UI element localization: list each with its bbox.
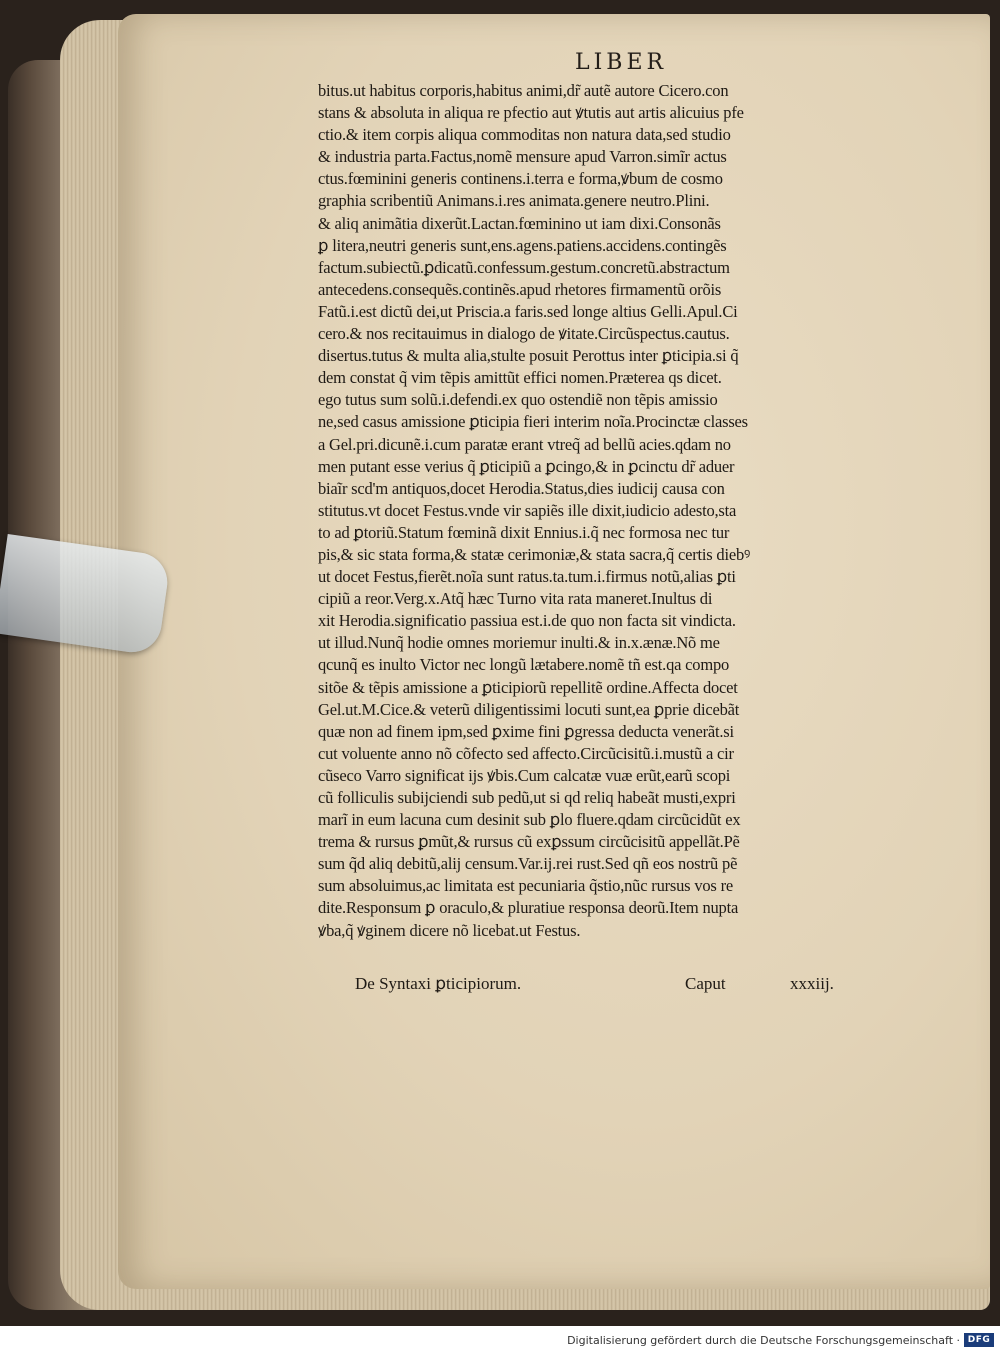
text-line: biaĩr scd'm antiquos,docet Herodia.Status,dies iudicij causa con — [318, 478, 725, 498]
text-line: graphia scribentiũ Animans.i.res animata.genere neutro.Plini. — [318, 191, 710, 211]
text-line: & industria parta.Factus,nomẽ mensure apud Varron.simĩr actus — [318, 147, 727, 167]
text-line: Gel.ut.M.Cice.& veterũ diligentissimi locuti sunt,ea ꝑprie dicebãt — [318, 699, 740, 719]
text-line: ꝑ litera,neutri generis sunt,ens.agens.patiens.accidens.contingẽs — [318, 235, 727, 255]
text-line: cipiũ a reor.Verg.x.Atq̃ hæc Turno vita rata maneret.Inultus di — [318, 589, 713, 609]
footer-bar — [0, 1326, 1000, 1356]
text-line: men putant esse verius q̃ ꝑticipiũ a ꝑcingo,& in ꝑcinctu dr̃ aduer — [318, 456, 735, 476]
chapter-heading — [355, 974, 875, 998]
text-line: factum.subiectũ.ꝑdicatũ.confessum.gestum.concretũ.abstractum — [318, 257, 730, 277]
text-line: a Gel.pri.dicunẽ.i.cum paratæ erant vtreq̃ ad bellũ acies.qdam no — [318, 434, 731, 454]
text-line: dem constat q̃ vim tẽpis amittũt effici nomen.Præterea qs dicet. — [318, 368, 722, 388]
text-line: marĩ in eum lacuna cum desinit sub ꝑlo fluere.qdam circũcidũt ex — [318, 810, 741, 830]
text-line: ctio.& item corpis aliqua commoditas non natura data,sed studio — [318, 125, 731, 145]
chapter-title: De Syntaxi ꝑticipiorum. — [355, 974, 522, 993]
text-line: dite.Responsum ꝑ oraculo,& pluratiue responsa deorũ.Item nupta — [318, 898, 739, 918]
text-line: qcunq̃ es inulto Victor nec longũ lætabere.nomẽ tñ est.qa compo — [318, 655, 730, 675]
text-line: ne,sed casus amissione ꝑticipia fieri interim noĩa.Procinctæ classes — [318, 412, 748, 432]
text-line: ctus.fœminini generis continens.i.terra e forma,ꝟbum de cosmo — [318, 169, 723, 189]
text-line: pis,& sic stata forma,& statæ cerimoniæ,& stata sacra,q̃ certis diebꝰ — [318, 544, 751, 564]
text-line: disertus.tutus & multa alia,stulte posuit Perottus inter ꝑticipia.si q̃ — [318, 346, 739, 366]
body-text — [318, 80, 933, 942]
footer-credit: Digitalisierung gefördert durch die Deutsche Forschungsgemeinschaft · — [567, 1334, 960, 1347]
text-line: ego tutus sum solũ.i.defendi.ex quo ostendiẽ non tẽpis amissio — [318, 390, 718, 410]
text-line: sum absoluimus,ac limitata est pecuniaria q̃stio,nũc rursus vos re — [318, 876, 733, 896]
text-line: to ad ꝑtoriũ.Statum fœminã dixit Ennius.i.q̃ nec formosa nec tur — [318, 522, 730, 542]
text-line: cero.& nos recitauimus in dialogo de ꝟitate.Circũspectus.cautus. — [318, 324, 730, 344]
dfg-logo: DFG — [964, 1333, 994, 1347]
text-line: ut docet Festus,fierẽt.noĩa sunt ratus.ta.tum.i.firmus notũ,alias ꝑti — [318, 567, 736, 587]
text-line: bitus.ut habitus corporis,habitus animi,dr̃ autẽ autore Cicero.con — [318, 81, 729, 100]
text-line: sum q̃d aliq debitũ,alij censum.Var.ij.rei rust.Sed qñ eos nostrũ pẽ — [318, 854, 738, 874]
text-line: & aliq animãtia dixerũt.Lactan.fœminino ut iam dixi.Consonãs — [318, 213, 721, 233]
text-line: antecedens.consequẽs.continẽs.apud rhetores firmamentũ orõis — [318, 279, 722, 299]
text-line: stitutus.vt docet Festus.vnde vir sapiẽs ille dixit,iudicio adesto,sta — [318, 500, 737, 520]
text-line: trema & rursus ꝑmũt,& rursus cũ exꝑssum circũcisitũ appellãt.Pẽ — [318, 832, 740, 852]
text-line: quæ non ad finem ipm,sed ꝑxime fini ꝑgressa deducta venerãt.si — [318, 721, 734, 741]
running-head: LIBER — [575, 50, 668, 75]
chapter-number: xxxiij. — [790, 974, 834, 993]
text-line: xit Herodia.significatio passiua est.i.de quo non facta sit vindicta. — [318, 611, 736, 631]
text-line: ꝟba,q̃ ꝟginem dicere nõ licebat.ut Festus. — [318, 920, 581, 940]
text-line: cut voluente anno nõ cõfecto sed affecto.Circũcisitũ.i.mustũ a cir — [318, 743, 734, 763]
text-line: sitõe & tẽpis amissione a ꝑticipiorũ repellitẽ ordine.Affecta docet — [318, 677, 738, 697]
text-line: Fatũ.i.est dictũ dei,ut Priscia.a faris.sed longe altius Gelli.Apul.Ci — [318, 301, 738, 321]
text-line: cũ folliculis subijciendi sub pedũ,ut si qd reliq habeãt musti,expri — [318, 788, 736, 807]
text-line: stans & absoluta in aliqua re pfectio aut ꝟtutis aut artis alicuius pfe — [318, 103, 744, 123]
text-line: cũseco Varro significat ijs ꝟbis.Cum calcatæ vuæ erũt,earũ scopi — [318, 765, 731, 785]
chapter-caput-label: Caput — [685, 974, 726, 993]
text-line: ut illud.Nunq̃ hodie omnes moriemur inulti.& in.x.ænæ.Nõ me — [318, 633, 720, 653]
